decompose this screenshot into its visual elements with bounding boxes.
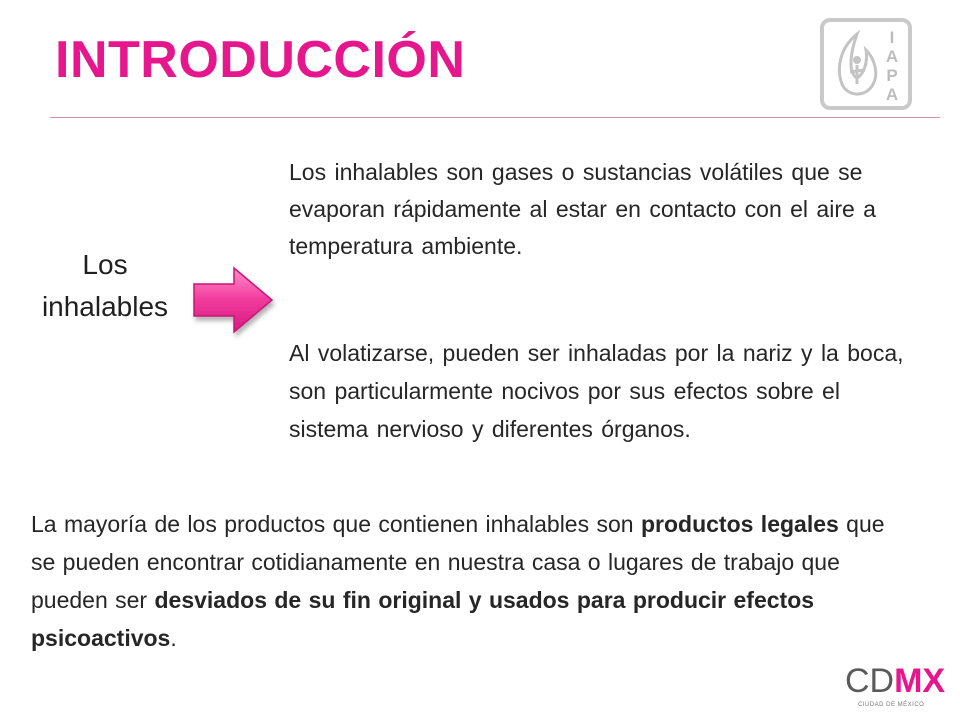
iapa-letter: I — [889, 28, 895, 47]
cdmx-logo-mx: MX — [894, 662, 946, 700]
para3-bold2: desviados de su fin original y usados para producir efectos psicoactivos — [31, 587, 815, 651]
iapa-letter: P — [886, 66, 898, 85]
iapa-logo — [820, 18, 912, 110]
definition-paragraph: Los inhalables son gases o sustancias volátiles que se evaporan rápidamente al estar en contacto con el aire a temperatura ambiente. — [289, 159, 876, 259]
cdmx-logo-cd: CD — [845, 662, 895, 700]
iapa-letter: A — [885, 85, 899, 104]
topic-label-line2: inhalables — [41, 291, 169, 322]
page-title: INTRODUCCIÓN — [55, 31, 466, 89]
para3-text1: La mayoría de los productos que contienen inhalables son — [31, 511, 641, 537]
para3-text3: . — [170, 625, 177, 651]
cdmx-logo — [845, 664, 945, 698]
title-divider — [50, 117, 940, 118]
topic-label-line1: Los — [82, 249, 128, 280]
para3-text2: que se pueden encontrar cotidianamente en nuestra casa o lugares de trabajo que pueden ser — [31, 511, 885, 613]
topic-label — [20, 244, 190, 328]
cdmx-logo-subtitle: CIUDAD DE MÉXICO — [858, 702, 925, 708]
iapa-letter: A — [885, 47, 899, 66]
iapa-figure-icon — [830, 30, 884, 102]
effects-paragraph: Al volatizarse, pueden ser inhaladas por la nariz y la boca, son particularmente nocivos por sus efectos sobre el sistema nervioso y diferentes órganos. — [289, 340, 904, 442]
pink-right-arrow-icon — [190, 262, 282, 342]
iapa-letters — [884, 28, 900, 104]
legal-products-paragraph — [31, 505, 911, 657]
para3-bold1: productos legales — [640, 511, 839, 537]
